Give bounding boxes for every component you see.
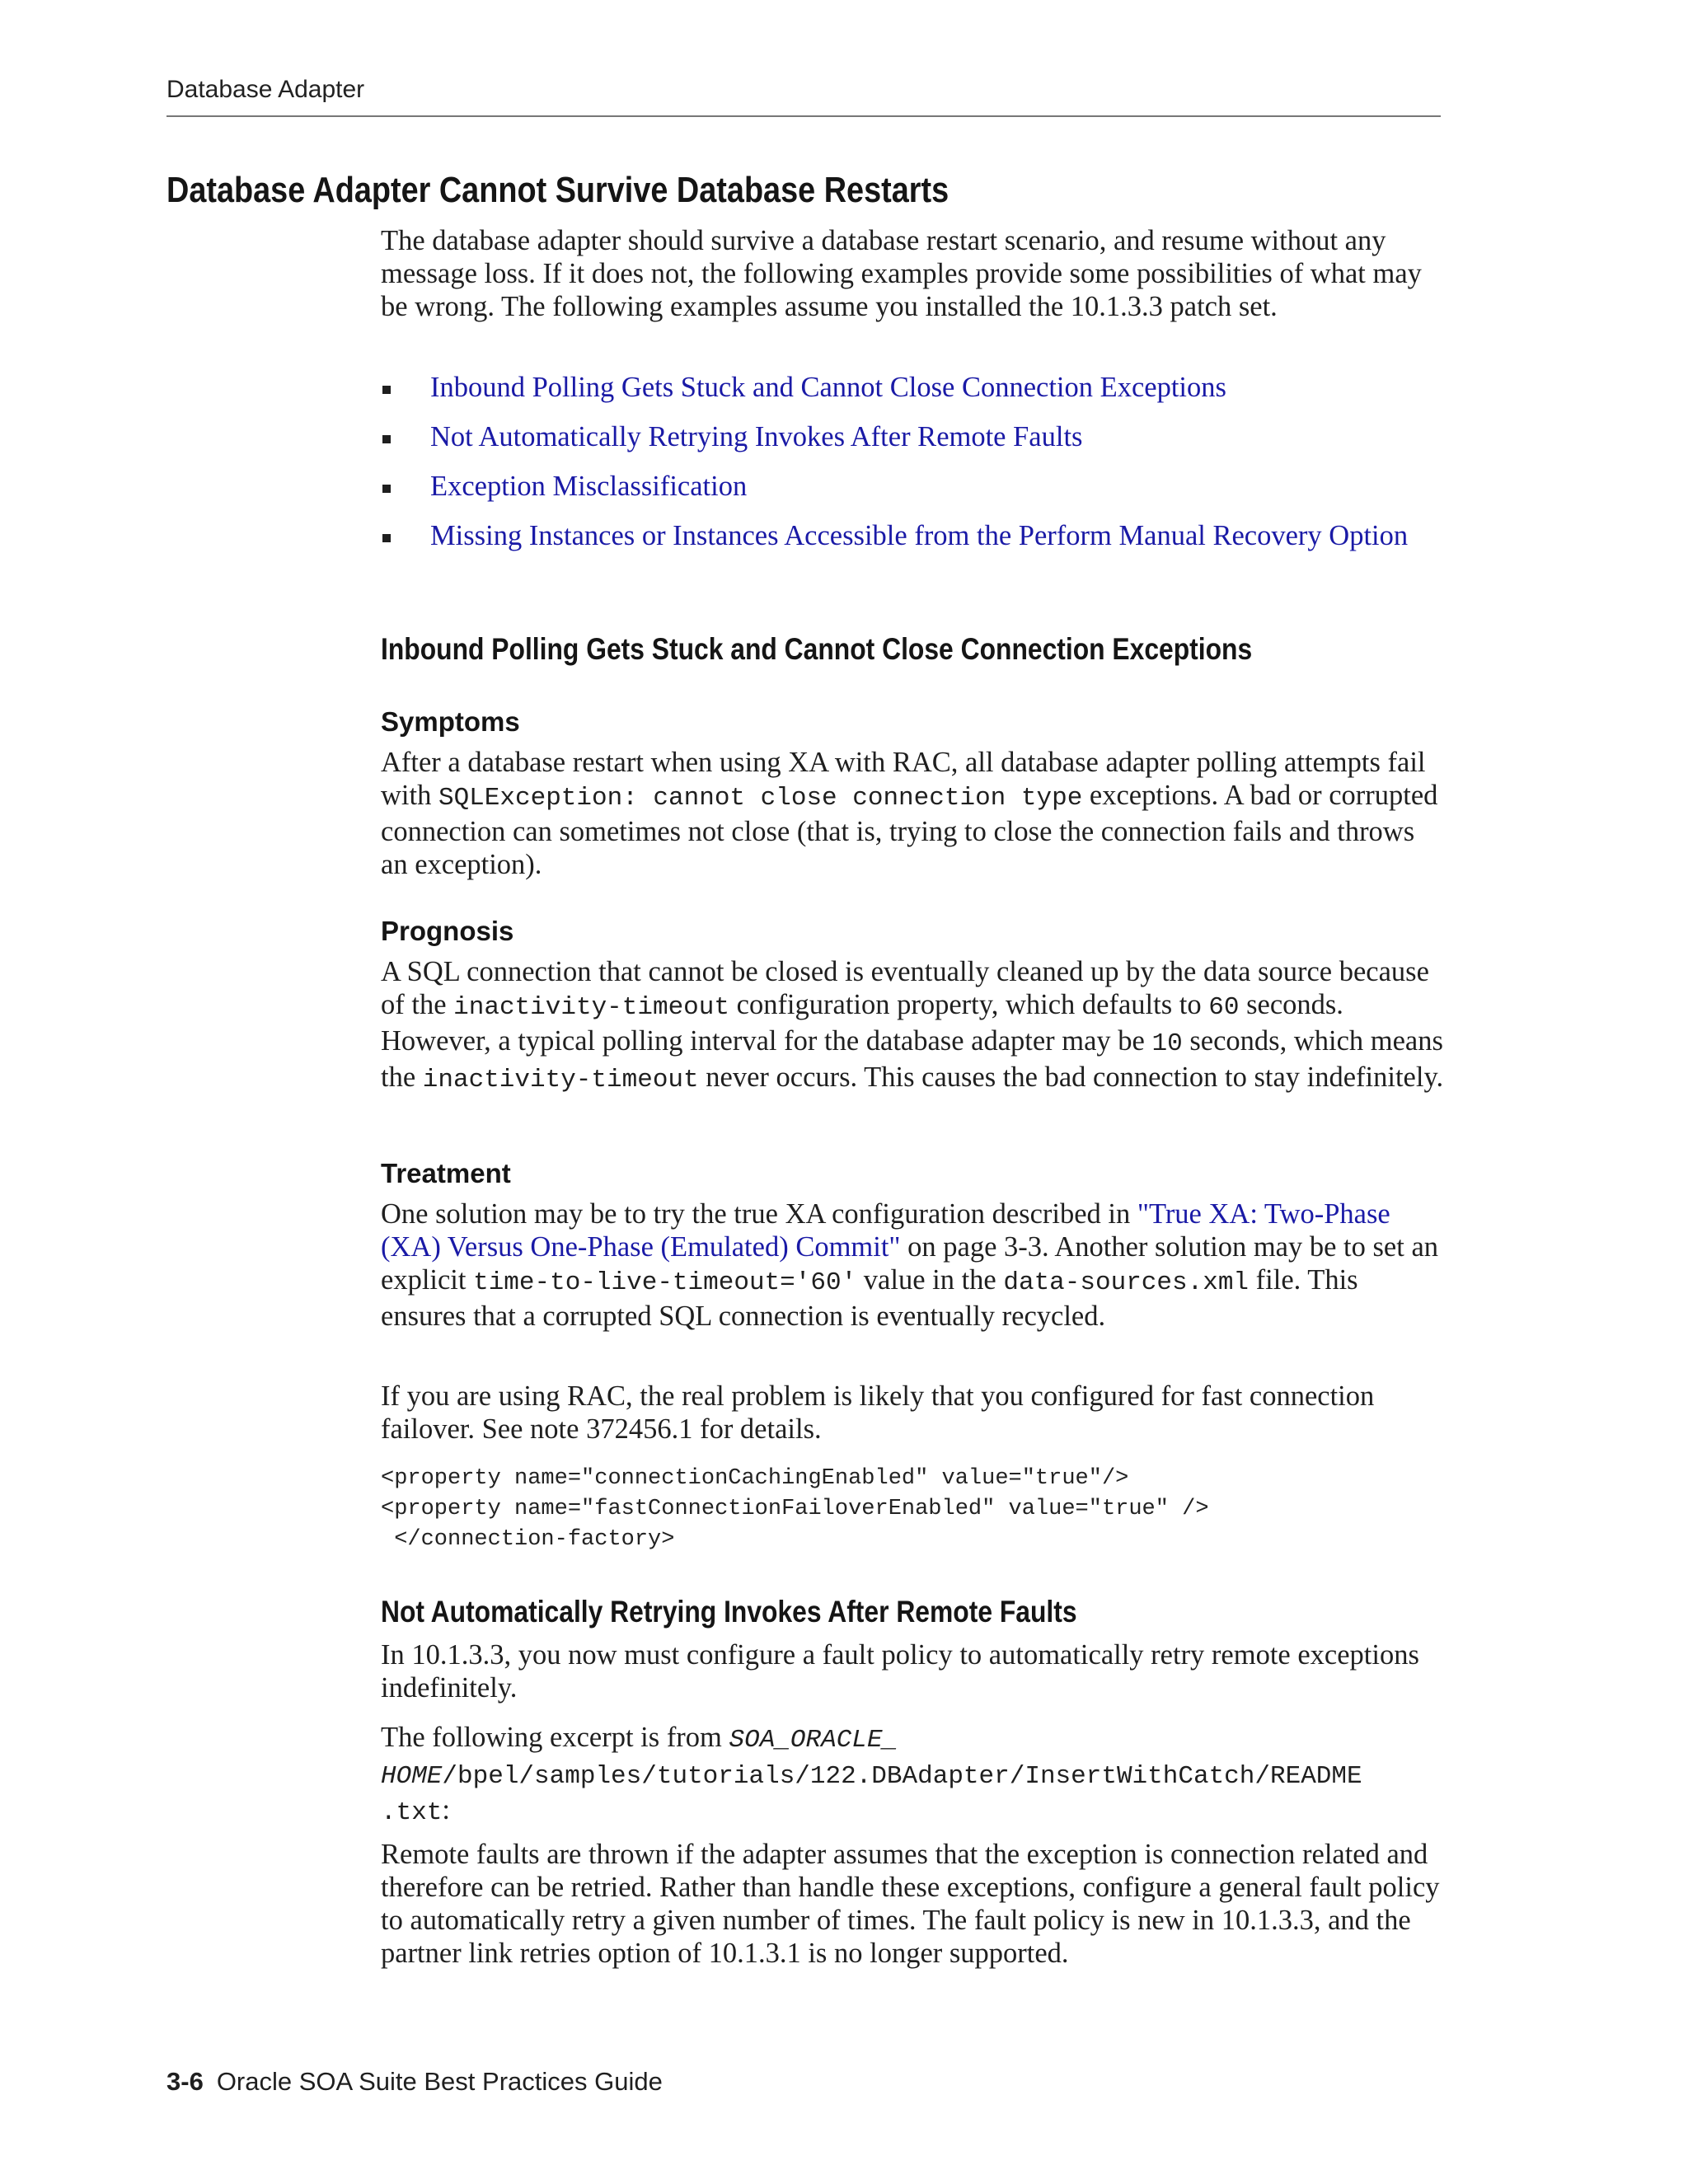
toc-item xyxy=(381,371,1444,404)
page-footer xyxy=(166,2067,663,2097)
bullet-icon xyxy=(382,386,391,394)
inline-code: time-to-live-timeout='60' xyxy=(473,1268,857,1297)
subheading-prognosis: Prognosis xyxy=(381,916,514,946)
toc-link-exception-misclassification[interactable]: Exception Misclassification xyxy=(430,471,748,502)
toc-item xyxy=(381,420,1444,453)
section-heading-inbound-polling: Inbound Polling Gets Stuck and Cannot Close Connection Exceptions xyxy=(381,632,1253,666)
toc-item xyxy=(381,470,1444,503)
header-rule xyxy=(166,115,1441,117)
symptoms-paragraph: After a database restart when using XA with RAC, all database adapter polling attempts fail with SQLException: cannot close connection type exceptions. A bad or corrupted connection can sometimes not close (that is, trying to close the connection fails and throws an exception). xyxy=(381,747,1438,880)
code-line: <property name="connectionCachingEnabled" value="true"/> xyxy=(381,1466,1129,1491)
retry-paragraph: In 10.1.3.3, you now must configure a fault policy to automatically retry remote exceptions indefinitely. xyxy=(381,1639,1419,1704)
page-number: 3-6 xyxy=(166,2067,204,2096)
code-block xyxy=(381,1464,1209,1555)
bullet-icon xyxy=(382,485,391,493)
inline-code: data-sources.xml xyxy=(1003,1268,1250,1297)
path-italic: HOME xyxy=(381,1762,443,1791)
running-head: Database Adapter xyxy=(166,76,365,103)
inline-code: inactivity-timeout xyxy=(422,1066,699,1094)
inline-code: inactivity-timeout xyxy=(453,993,729,1022)
bullet-icon xyxy=(382,435,391,443)
section-heading-not-retrying: Not Automatically Retrying Invokes After Remote Faults xyxy=(381,1595,1077,1629)
bullet-icon xyxy=(382,534,391,542)
intro-paragraph: The database adapter should survive a database restart scenario, and resume without any message loss. If it does not, the following examples provide some possibilities of what may be wrong. The following examples assume you installed the 10.1.3.3 patch set. xyxy=(381,225,1422,322)
code-line: <property name="fastConnectionFailoverEnabled" value="true" /> xyxy=(381,1497,1209,1521)
path-italic: SOA_ORACLE_ xyxy=(729,1726,898,1755)
cross-reference-link[interactable]: "True XA: Two-Phase (XA) Versus One-Phase (Emulated) Commit" xyxy=(381,1198,1390,1263)
toc-link-missing-instances[interactable]: Missing Instances or Instances Accessible from the Perform Manual Recovery Option xyxy=(430,520,1409,551)
code-line: </connection-factory> xyxy=(381,1527,675,1552)
subheading-symptoms: Symptoms xyxy=(381,706,520,737)
inline-code: 60 xyxy=(1208,993,1240,1022)
toc-list xyxy=(381,371,1444,569)
toc-link-inbound-polling[interactable]: Inbound Polling Gets Stuck and Cannot Close Connection Exceptions xyxy=(430,372,1226,403)
subheading-treatment: Treatment xyxy=(381,1158,511,1188)
treatment-paragraph: One solution may be to try the true XA configuration described in "True XA: Two-Phase (XA) Versus One-Phase (Emulated) Commit" on page 3-3. Another solution may be to set an explicit time-to-live-timeout='60' value in the data-sources.xml file. This ensures that a corrupted SQL connection is eventually recycled. xyxy=(381,1198,1439,1332)
book-title: Oracle SOA Suite Best Practices Guide xyxy=(216,2067,663,2096)
inline-code: SQLException: cannot close connection type xyxy=(438,784,1083,813)
page-title: Database Adapter Cannot Survive Database Restarts xyxy=(166,170,950,210)
inline-code: 10 xyxy=(1151,1029,1183,1058)
excerpt-source-paragraph: The following excerpt is from SOA_ORACLE_ HOME/bpel/samples/tutorials/122.DBAdapter/InsertWithCatch/README .txt: xyxy=(381,1722,1362,1827)
toc-link-not-retrying[interactable]: Not Automatically Retrying Invokes After Remote Faults xyxy=(430,421,1083,452)
toc-item xyxy=(381,519,1444,552)
prognosis-paragraph: A SQL connection that cannot be closed is eventually cleaned up by the data source because of the inactivity-timeout configuration property, which defaults to 60 seconds. However, a typical polling interval for the database adapter may be 10 seconds, which means the inactivity-timeout never occurs. This causes the bad connection to stay indefinitely. xyxy=(381,956,1444,1094)
path-code: /bpel/samples/tutorials/122.DBAdapter/InsertWithCatch/README xyxy=(442,1762,1362,1791)
remote-faults-paragraph: Remote faults are thrown if the adapter assumes that the exception is connection related and therefore can be retried. Rather than handle these exceptions, configure a general fault policy to automatically retry a given number of times. The fault policy is new in 10.1.3.3, and the partner link retries option of 10.1.3.1 is no longer supported. xyxy=(381,1839,1440,1969)
rac-paragraph: If you are using RAC, the real problem is likely that you configured for fast connection failover. See note 372456.1 for details. xyxy=(381,1380,1375,1445)
path-code: .txt xyxy=(381,1798,443,1827)
